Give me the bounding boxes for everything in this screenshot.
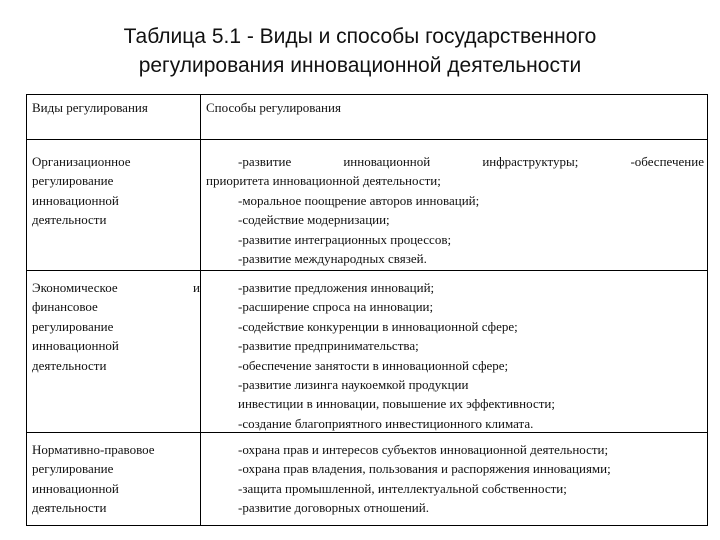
page-title — [0, 22, 720, 80]
table-border-left — [26, 95, 27, 525]
header-methods: Способы регулирования — [206, 100, 341, 115]
title-line-2: регулирования инновационной деятельности — [138, 54, 582, 77]
method-line: приоритета инновационной деятельности; — [206, 173, 441, 189]
row-3-kind — [32, 440, 194, 518]
row-3-methods — [206, 440, 704, 518]
row-1-methods — [206, 152, 704, 268]
method-line: -развитие предложения инноваций; — [238, 280, 435, 295]
table-border-right — [707, 95, 708, 525]
method-line: -содействие конкуренции в инновационной сфере; — [238, 318, 518, 334]
method-line: -моральное поощрение авторов инноваций; — [238, 192, 480, 208]
method-line: инвестиции в инновации, повышение их эффективности; — [238, 396, 555, 412]
method-line: -содействие модернизации; — [238, 212, 390, 228]
method-line: -создание благоприятного инвестиционного климата. — [238, 415, 534, 431]
method-line: -защита промышленной, интеллектуальной собственности; — [238, 480, 567, 496]
method-word: -развитие — [238, 154, 292, 169]
kind-line: Нормативно-правовое — [32, 442, 155, 457]
method-line: -охрана прав и интересов субъектов инновационной деятельности; — [238, 442, 609, 457]
kind-line: инновационной — [32, 192, 119, 208]
kind-line: деятельности — [32, 357, 107, 373]
row-1-kind — [32, 152, 194, 230]
row-2-methods — [206, 278, 704, 433]
kind-line: деятельности — [32, 212, 107, 228]
header-kinds: Виды регулирования — [32, 100, 148, 115]
regulation-table — [26, 94, 708, 526]
method-line: -развитие интеграционных процессов; — [238, 231, 452, 247]
method-line: -обеспечение занятости в инновационной сфере; — [238, 357, 509, 373]
row-2-kind — [32, 278, 194, 375]
kind-line: регулирование — [32, 461, 114, 477]
method-line: -развитие лизинга наукоемкой продукции — [238, 377, 469, 393]
method-word: -обеспечение — [630, 154, 704, 169]
title-line-1: Таблица 5.1 - Виды и способы государственного — [123, 25, 597, 48]
kind-line: инновационной — [32, 480, 119, 496]
kind-line: инновационной — [32, 338, 119, 354]
header-separator — [26, 139, 708, 140]
method-word: инновационной — [343, 154, 431, 169]
kind-line: регулирование — [32, 318, 114, 334]
kind-conjunction: и — [193, 280, 200, 295]
method-line: -развитие предпринимательства; — [238, 338, 419, 354]
method-word: инфраструктуры; — [482, 154, 579, 169]
kind-line: Организационное — [32, 154, 131, 169]
method-line: -развитие договорных отношений. — [238, 500, 429, 516]
kind-line: Экономическое — [32, 280, 118, 295]
kind-line: деятельности — [32, 500, 107, 516]
column-divider — [200, 95, 201, 525]
kind-line: регулирование — [32, 173, 114, 189]
kind-line: финансовое — [32, 299, 98, 315]
method-line: -охрана прав владения, пользования и распоряжения инновациями; — [238, 461, 611, 477]
method-line: -расширение спроса на инновации; — [238, 299, 434, 315]
method-line-justified — [206, 152, 704, 171]
row-separator-1 — [26, 270, 708, 271]
method-line: -развитие международных связей. — [238, 251, 427, 267]
